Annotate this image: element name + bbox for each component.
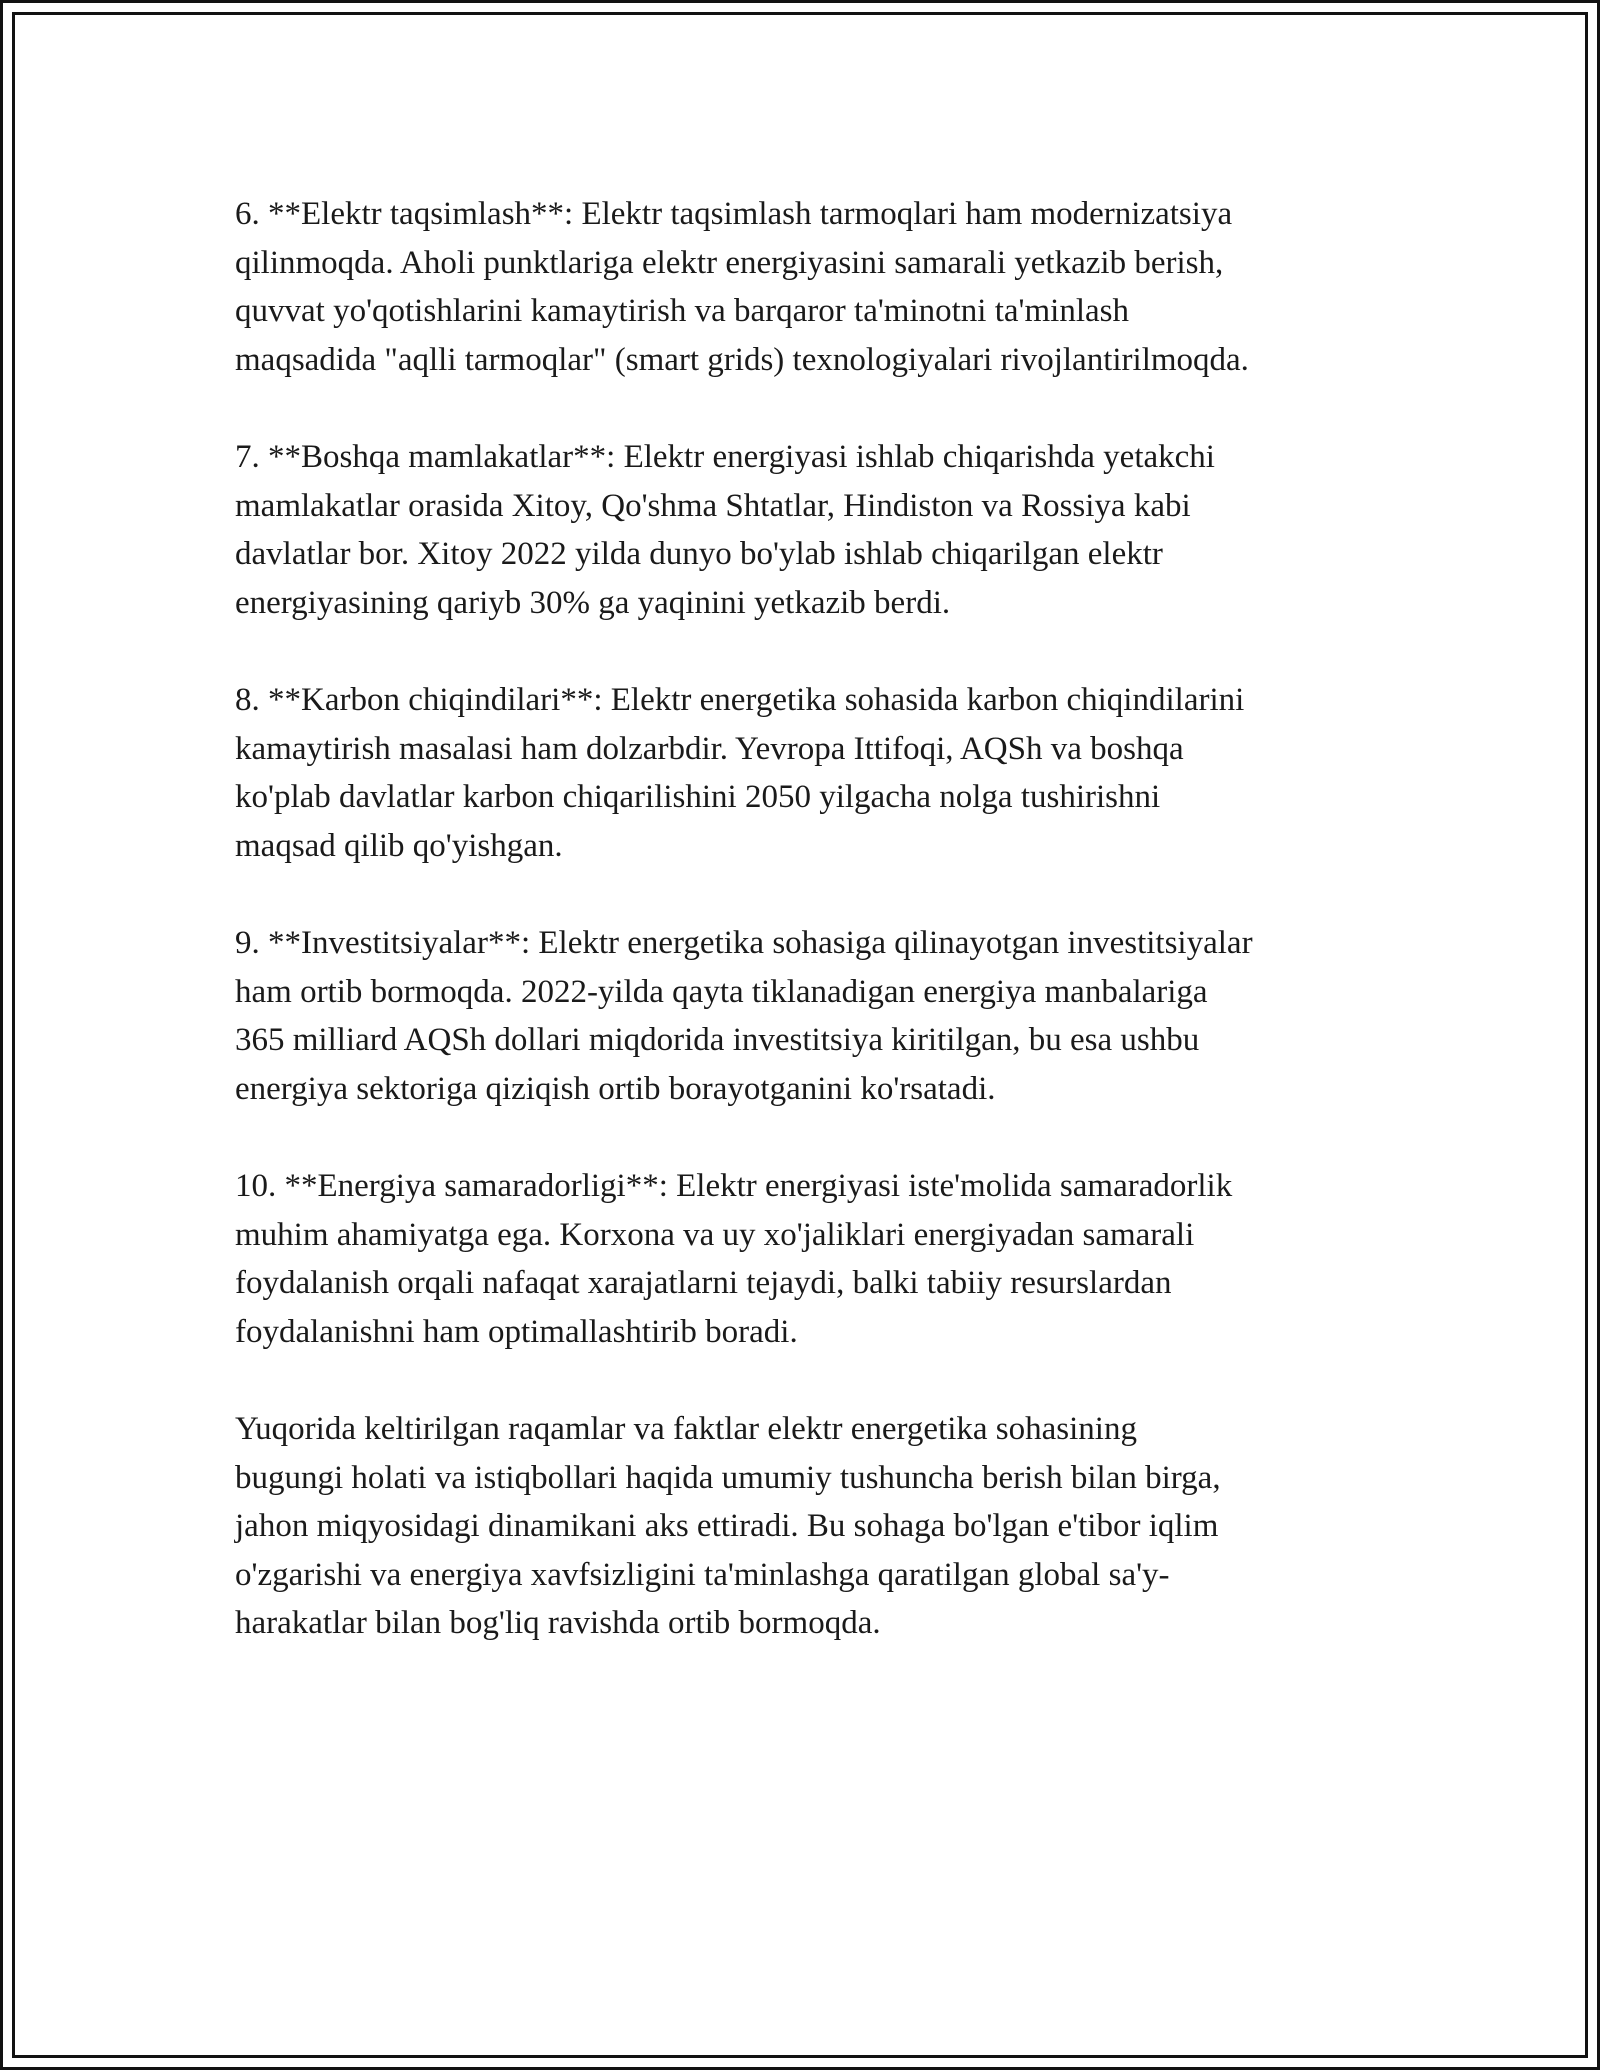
text-line: energiyasining qariyb 30% ga yaqinini yetkazib berdi. — [235, 584, 951, 621]
paragraph-karbon-chiqindilari — [235, 676, 1395, 870]
text-line: 10. **Energiya samaradorligi**: Elektr energiyasi iste'molida samaradorlik — [235, 1168, 1233, 1204]
document-body — [235, 190, 1395, 1697]
text-line: muhim ahamiyatga ega. Korxona va uy xo'jaliklari energiyadan samarali — [235, 1216, 1195, 1253]
text-line: kamaytirish masalasi ham dolzarbdir. Yevropa Ittifoqi, AQSh va boshqa — [235, 730, 1184, 767]
text-line: 7. **Boshqa mamlakatlar**: Elektr energiyasi ishlab chiqarishda yetakchi — [235, 439, 1215, 475]
text-line: 9. **Investitsiyalar**: Elektr energetika sohasiga qilinayotgan investitsiyalar — [235, 925, 1253, 961]
text-line: ham ortib bormoqda. 2022-yilda qayta tiklanadigan energiya manbalariga — [235, 973, 1208, 1010]
text-line: maqsad qilib qo'yishgan. — [235, 827, 563, 864]
paragraph-elektr-taqsimlash — [235, 190, 1395, 384]
text-line: o'zgarishi va energiya xavfsizligini ta'minlashga qaratilgan global sa'y- — [235, 1556, 1170, 1593]
text-line: foydalanishni ham optimallashtirib boradi. — [235, 1313, 798, 1350]
paragraph-investitsiyalar — [235, 919, 1395, 1113]
text-line: davlatlar bor. Xitoy 2022 yilda dunyo bo'ylab ishlab chiqarilgan elektr — [235, 536, 1163, 572]
paragraph-energiya-samaradorligi — [235, 1162, 1395, 1356]
text-line: mamlakatlar orasida Xitoy, Qo'shma Shtatlar, Hindiston va Rossiya kabi — [235, 487, 1191, 524]
text-line: ko'plab davlatlar karbon chiqarilishini 2050 yilgacha nolga tushirishni — [235, 779, 1161, 815]
paragraph-conclusion — [235, 1405, 1395, 1648]
text-line: quvvat yo'qotishlarini kamaytirish va barqaror ta'minotni ta'minlash — [235, 293, 1129, 329]
text-line: harakatlar bilan bog'liq ravishda ortib bormoqda. — [235, 1605, 881, 1641]
text-line: qilinmoqda. Aholi punktlariga elektr energiyasini samarali yetkazib berish, — [235, 244, 1224, 281]
text-line: maqsadida "aqlli tarmoqlar" (smart grids) texnologiyalari rivojlantirilmoqda. — [235, 341, 1249, 378]
text-line: 365 milliard AQSh dollari miqdorida investitsiya kiritilgan, bu esa ushbu — [235, 1022, 1200, 1058]
text-line: energiya sektoriga qiziqish ortib borayotganini ko'rsatadi. — [235, 1070, 996, 1107]
text-line: 8. **Karbon chiqindilari**: Elektr energetika sohasida karbon chiqindilarini — [235, 682, 1245, 718]
text-line: foydalanish orqali nafaqat xarajatlarni tejaydi, balki tabiiy resurslardan — [235, 1265, 1172, 1301]
text-line: bugungi holati va istiqbollari haqida umumiy tushuncha berish bilan birga, — [235, 1459, 1221, 1496]
paragraph-boshqa-mamlakatlar — [235, 433, 1395, 627]
text-line: jahon miqyosidagi dinamikani aks ettiradi. Bu sohaga bo'lgan e'tibor iqlim — [235, 1508, 1219, 1544]
text-line: Yuqorida keltirilgan raqamlar va faktlar elektr energetika sohasining — [235, 1411, 1137, 1447]
text-line: 6. **Elektr taqsimlash**: Elektr taqsimlash tarmoqlari ham modernizatsiya — [235, 196, 1233, 232]
